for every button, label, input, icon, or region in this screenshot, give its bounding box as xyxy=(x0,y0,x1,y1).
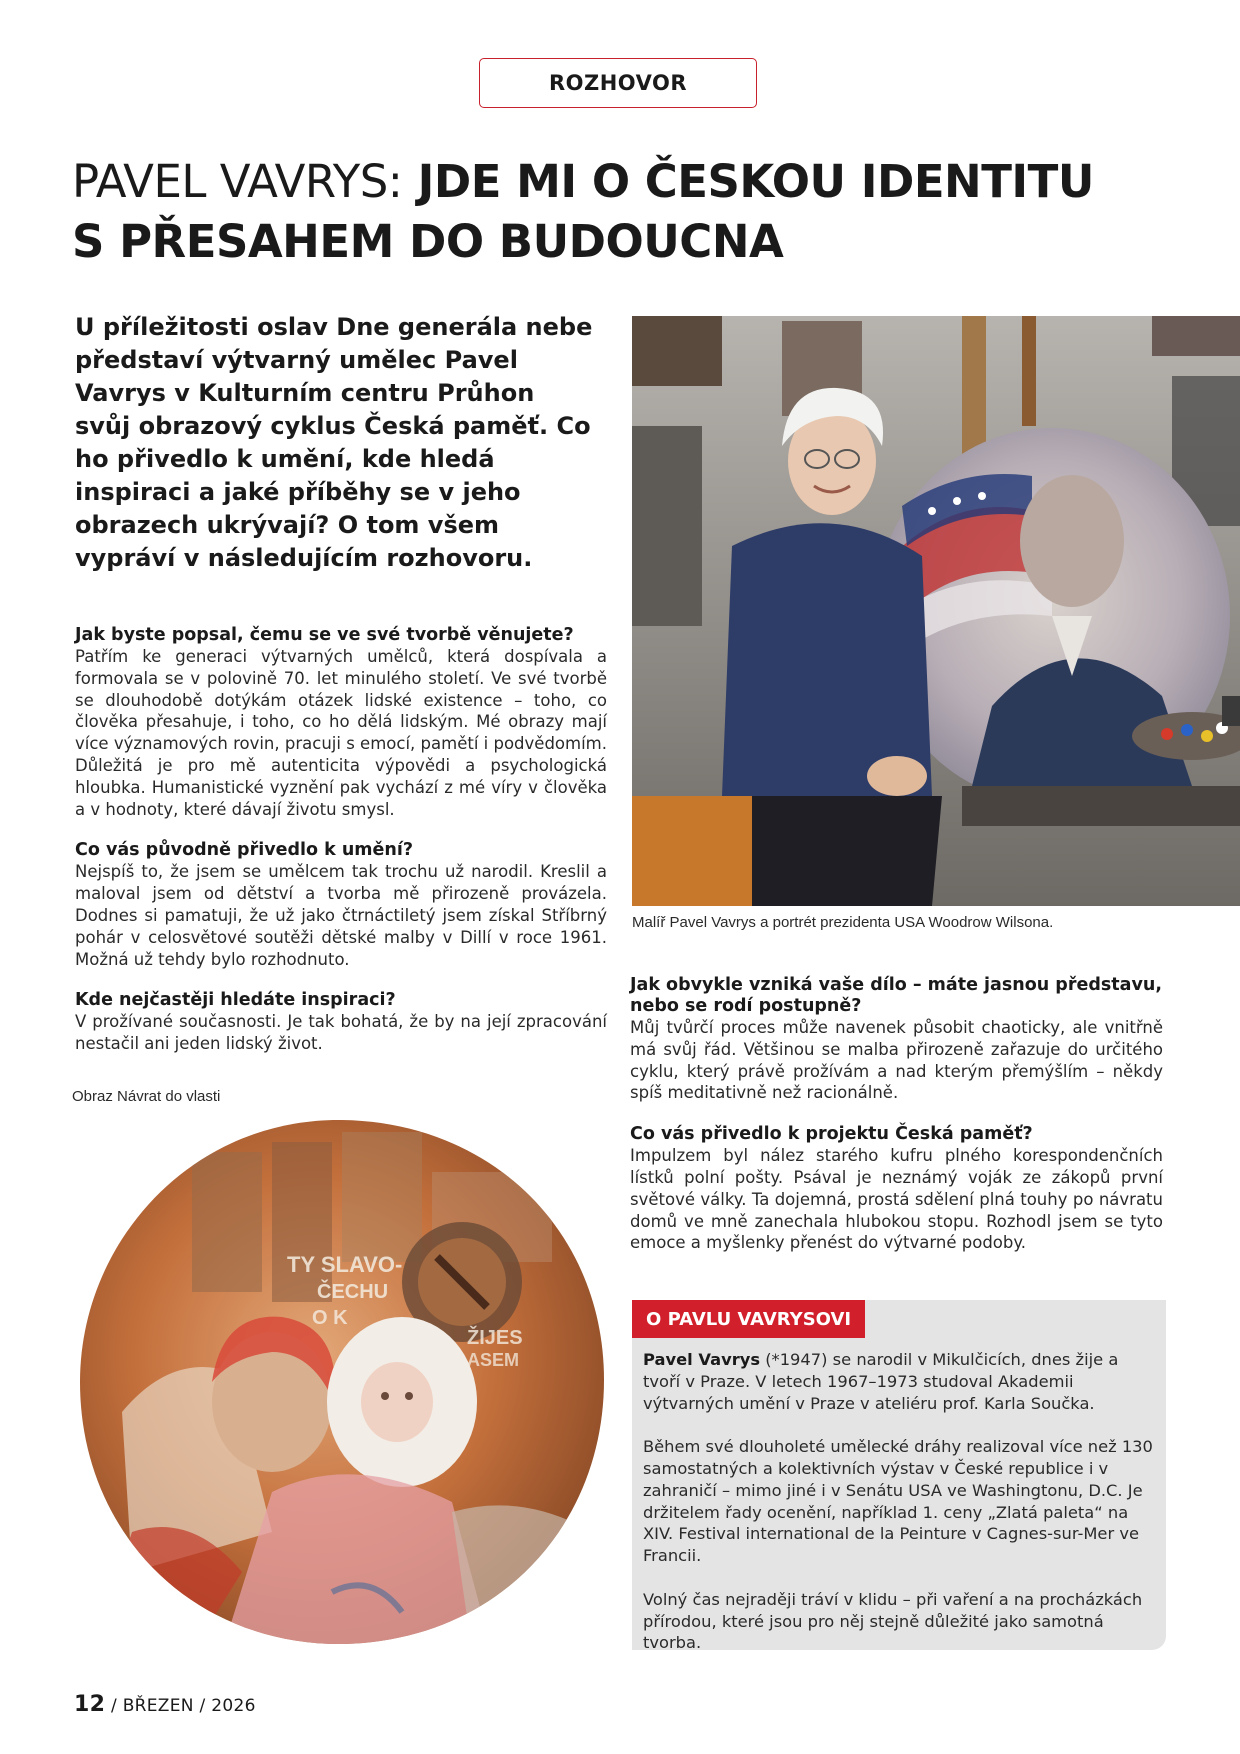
painting-illustration xyxy=(72,1112,612,1652)
painting-text-3: O K xyxy=(312,1307,348,1329)
qa-block xyxy=(630,975,1163,1104)
painting-text-4: ŽIJES xyxy=(467,1327,523,1349)
qa-block xyxy=(75,840,607,970)
qa-block xyxy=(630,1124,1163,1254)
painting-text-2: ČECHU xyxy=(317,1281,389,1303)
answer: Patřím ke generaci výtvarných umělců, která dospívala a formovala se v polovině 70. let minulého století. Ve své tvorbě se dlouhodobě dotýkám otázek lidské existence – toho, co člověka přesahuje, i toho, co ho dělá lidským. Mé obrazy mají více významových rovin, pracuji s emocí, pamětí i podvědomím. Důležitá je pro mě autenticita výpovědi a psychologická hloubka. Humanistické vyznění pak vychází z mé víry v člověka a v hodnoty, které dávají životu smysl. xyxy=(75,647,607,819)
question: Jak obvykle vzniká vaše dílo – máte jasnou představu, nebo se rodí postupně? xyxy=(630,975,1162,1016)
artist-photo xyxy=(632,316,1240,906)
footer-separator: / xyxy=(199,1696,206,1716)
bio-name: Pavel Vavrys xyxy=(643,1350,761,1369)
bio-paragraph-1 xyxy=(643,1349,1159,1414)
painting-navrat-do-vlasti xyxy=(72,1112,612,1652)
question: Jak byste popsal, čemu se ve své tvorbě věnujete? xyxy=(75,625,574,645)
footer-separator: / xyxy=(110,1696,117,1716)
headline-title-line1: JDE MI O ČESKOU IDENTITU xyxy=(417,155,1094,208)
bio-box xyxy=(632,1300,1166,1653)
interview-left-column xyxy=(75,625,607,1075)
headline xyxy=(72,152,1192,272)
painting-text-1: TY SLAVO- xyxy=(287,1252,403,1277)
bio-tag: O PAVLU VAVRYSOVI xyxy=(632,1300,865,1338)
page-footer xyxy=(74,1692,256,1717)
footer-month: BŘEZEN xyxy=(122,1696,194,1716)
lead-paragraph: U příležitosti oslav Dne generála nebe představí výtvarný umělec Pavel Vavrys v Kulturním centru Průhon svůj obrazový cyklus Česká paměť. Co ho přivedlo k umění, kde hledá inspiraci a jaké příběhy se v jeho obrazech ukrývají? O tom všem vypráví v následujícím rozhovoru. xyxy=(75,313,593,572)
question: Co vás přivedlo k projektu Česká paměť? xyxy=(630,1124,1033,1145)
answer: Impulzem byl nález starého kufru plného korespondenčních lístků polní pošty. Psával je neznámý voják ze zákopů první světové války. Ta dojemná, prostá sdělení plná touhy po návratu domů ve mně zanechala hlubokou stopu. Rozhodl jsem se tyto emoce a myšlenky přenést do výtvarné podoby. xyxy=(630,1146,1163,1253)
qa-block xyxy=(75,990,607,1055)
page-number: 12 xyxy=(74,1692,106,1717)
bio-paragraph-2: Během své dlouholeté umělecké dráhy realizoval více než 130 samostatných a kolektivních výstav v České republice i v zahraničí – mimo jiné i v Senátu USA ve Washingtonu, D.C. Je držitelem řady ocenění, například 1. ceny „Zlatá paleta“ na XIV. Festival international de la Peinture v Cagnes-sur-Mer ve Francii. xyxy=(643,1437,1153,1566)
headline-name: PAVEL VAVRYS: xyxy=(72,155,403,208)
question: Co vás původně přivedlo k umění? xyxy=(75,840,414,861)
painting-text-5: ASEM xyxy=(467,1350,520,1370)
qa-block xyxy=(75,625,607,820)
footer-year: 2026 xyxy=(211,1696,256,1716)
answer: Můj tvůrčí proces může navenek působit chaoticky, ale vnitřně má svůj řád. Většinou se malba přirozeně zařazuje do určitého cyklu, který právě prožívám a nad kterým přemýšlím – někdy spíš meditativně než racionálně. xyxy=(630,1018,1163,1103)
interview-right-column xyxy=(630,975,1163,1274)
bio-paragraph-1-text: (*1947) se narodil v Mikulčicích, dnes žije a tvoří v Praze. V letech 1967–1973 studoval Akademii výtvarných umění v Praze v ateliéru prof. Karla Součka. xyxy=(643,1350,1119,1413)
answer: Nejspíš to, že jsem se umělcem tak trochu už narodil. Kreslil a maloval jsem od dětství a tvorba mě přirozeně provázela. Dodnes si pamatuji, že už jako čtrnáctiletý jsem získal Stříbrný pohár v celosvětové soutěži dětské malby v Dillí v roce 1961. Možná už tehdy bylo rozhodnuto. xyxy=(75,862,607,969)
painting-caption: Obraz Návrat do vlasti xyxy=(72,1088,221,1105)
bio-text xyxy=(643,1349,1159,1676)
question: Kde nejčastěji hledáte inspiraci? xyxy=(75,990,396,1011)
answer: V prožívané současnosti. Je tak bohatá, že by na její zpracování nestačil ani jeden lidský život. xyxy=(75,1012,607,1054)
section-tag: ROZHOVOR xyxy=(479,58,757,108)
headline-title-line2: S PŘESAHEM DO BUDOUCNA xyxy=(72,215,784,268)
bio-paragraph-3: Volný čas nejraději tráví v klidu – při vaření a na procházkách přírodou, které jsou pro něj stejně důležité jako samotná tvorba. xyxy=(643,1589,1143,1653)
artist-photo-illustration xyxy=(632,316,1240,906)
photo-caption: Malíř Pavel Vavrys a portrét prezidenta USA Woodrow Wilsona. xyxy=(632,914,1054,931)
